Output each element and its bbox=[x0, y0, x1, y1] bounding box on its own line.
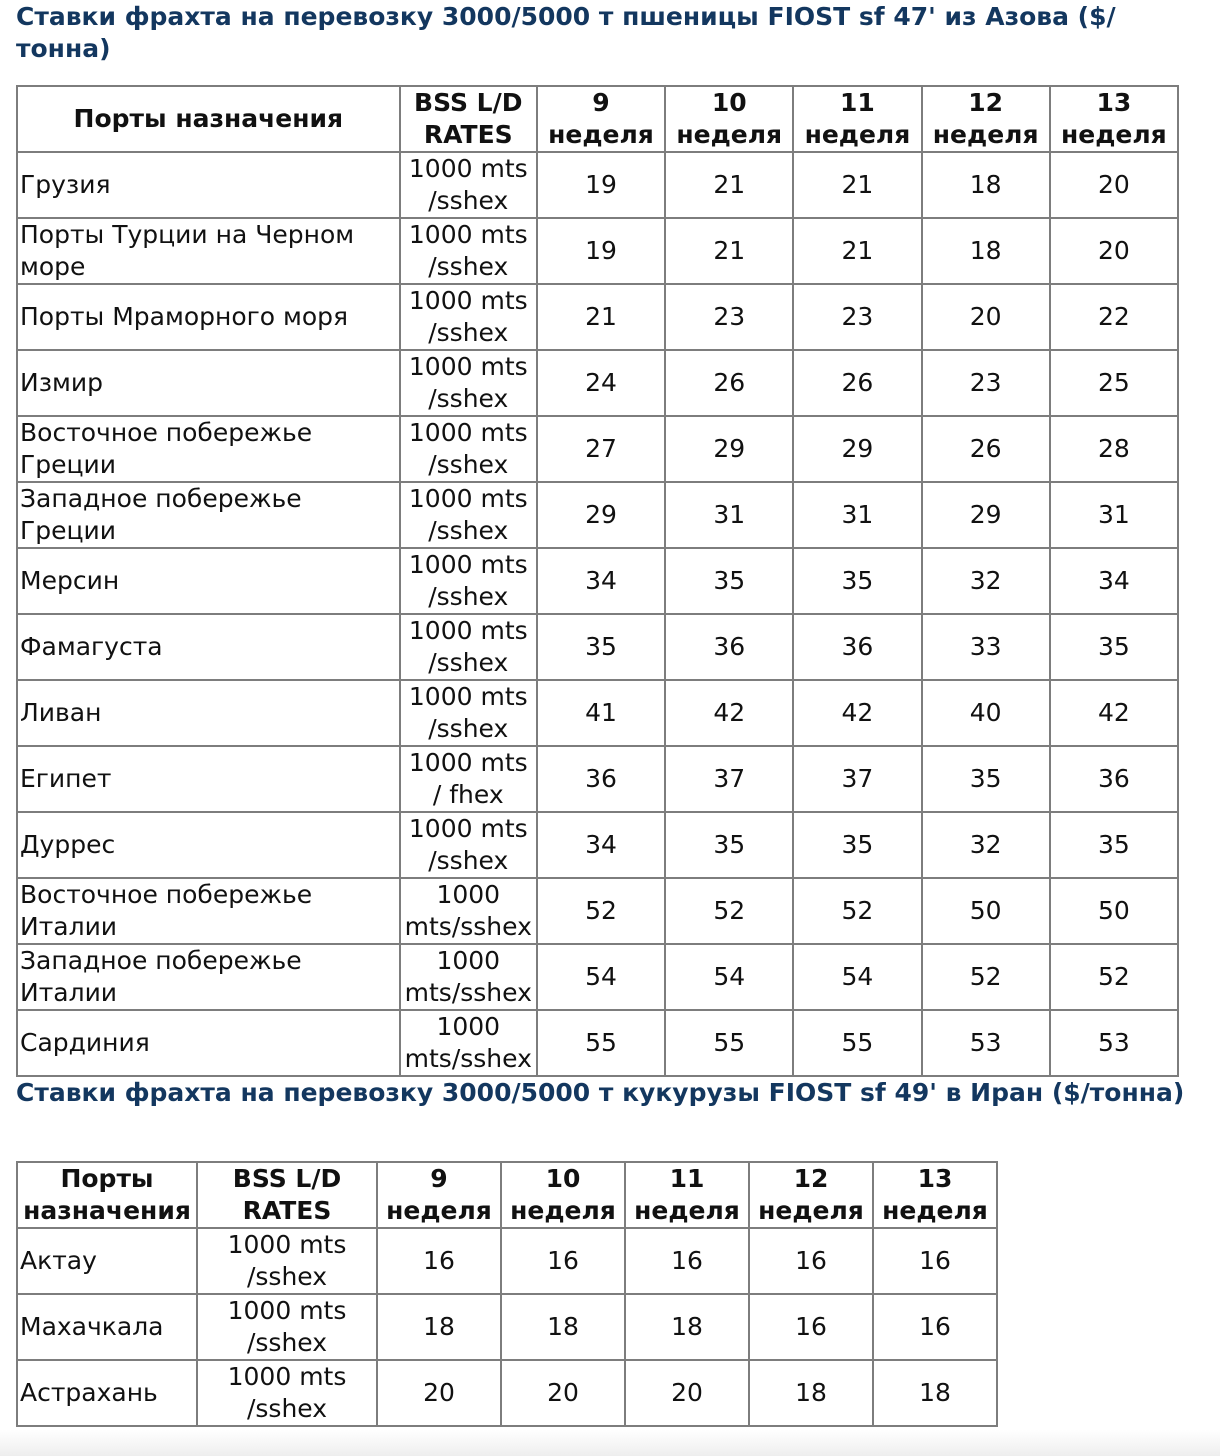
week-9-value: 52 bbox=[537, 878, 665, 944]
rate-terms-cell: 1000 mts/sshex bbox=[400, 878, 537, 944]
corn-freight-table bbox=[16, 1161, 998, 1427]
table-row bbox=[17, 152, 1178, 218]
week-13-value: 16 bbox=[873, 1294, 997, 1360]
rate-terms-cell: 1000 mts /sshex bbox=[400, 350, 537, 416]
rate-terms-cell: 1000 mts /sshex bbox=[400, 416, 537, 482]
week-10-value: 35 bbox=[665, 812, 793, 878]
rate-terms-cell: 1000 mts / fhex bbox=[400, 746, 537, 812]
rate-terms-cell: 1000 mts /sshex bbox=[400, 218, 537, 284]
col-header-week-13: 13 неделя bbox=[873, 1162, 997, 1228]
week-9-value: 36 bbox=[537, 746, 665, 812]
week-11-value: 36 bbox=[793, 614, 921, 680]
week-13-value: 18 bbox=[873, 1360, 997, 1426]
col-header-week-10: 10 неделя bbox=[665, 86, 793, 152]
week-11-value: 18 bbox=[625, 1294, 749, 1360]
col-header-week-13: 13 неделя bbox=[1050, 86, 1178, 152]
col-header-week-11: 11 неделя bbox=[625, 1162, 749, 1228]
rate-terms-cell: 1000 mts /sshex bbox=[400, 680, 537, 746]
rate-terms-cell: 1000 mts/sshex bbox=[400, 1010, 537, 1076]
week-9-value: 19 bbox=[537, 218, 665, 284]
col-header-week-12: 12 неделя bbox=[749, 1162, 873, 1228]
week-13-value: 31 bbox=[1050, 482, 1178, 548]
week-12-value: 32 bbox=[922, 812, 1050, 878]
table-row bbox=[17, 284, 1178, 350]
port-cell: Восточное побережье Греции bbox=[17, 416, 400, 482]
week-11-value: 26 bbox=[793, 350, 921, 416]
table-row bbox=[17, 680, 1178, 746]
week-10-value: 55 bbox=[665, 1010, 793, 1076]
week-13-value: 25 bbox=[1050, 350, 1178, 416]
week-10-value: 26 bbox=[665, 350, 793, 416]
corn-freight-title: Ставки фрахта на перевозку 3000/5000 т кукурузы FIOST sf 49' в Иран ($/тонна) bbox=[16, 1078, 1185, 1107]
week-12-value: 20 bbox=[922, 284, 1050, 350]
week-10-value: 35 bbox=[665, 548, 793, 614]
week-11-value: 37 bbox=[793, 746, 921, 812]
week-10-value: 37 bbox=[665, 746, 793, 812]
port-cell: Порты Мраморного моря bbox=[17, 284, 400, 350]
week-13-value: 35 bbox=[1050, 812, 1178, 878]
week-9-value: 35 bbox=[537, 614, 665, 680]
week-13-value: 20 bbox=[1050, 218, 1178, 284]
week-9-value: 19 bbox=[537, 152, 665, 218]
week-11-value: 31 bbox=[793, 482, 921, 548]
week-9-value: 16 bbox=[377, 1228, 501, 1294]
week-12-value: 18 bbox=[749, 1360, 873, 1426]
week-13-value: 52 bbox=[1050, 944, 1178, 1010]
col-header-week-12: 12 неделя bbox=[922, 86, 1050, 152]
table-header-row bbox=[17, 86, 1178, 152]
rate-terms-cell: 1000 mts /sshex bbox=[400, 482, 537, 548]
port-cell: Фамагуста bbox=[17, 614, 400, 680]
week-9-value: 41 bbox=[537, 680, 665, 746]
table-row bbox=[17, 1010, 1178, 1076]
week-9-value: 55 bbox=[537, 1010, 665, 1076]
port-cell: Порты Турции на Черном море bbox=[17, 218, 400, 284]
week-10-value: 54 bbox=[665, 944, 793, 1010]
col-header-week-10: 10 неделя bbox=[501, 1162, 625, 1228]
week-13-value: 50 bbox=[1050, 878, 1178, 944]
week-11-value: 42 bbox=[793, 680, 921, 746]
table-row bbox=[17, 746, 1178, 812]
week-11-value: 52 bbox=[793, 878, 921, 944]
table-row bbox=[17, 350, 1178, 416]
week-9-value: 18 bbox=[377, 1294, 501, 1360]
rate-terms-cell: 1000 mts /sshex bbox=[400, 284, 537, 350]
week-13-value: 42 bbox=[1050, 680, 1178, 746]
week-9-value: 34 bbox=[537, 548, 665, 614]
week-9-value: 21 bbox=[537, 284, 665, 350]
col-header-week-9: 9 неделя bbox=[377, 1162, 501, 1228]
week-12-value: 33 bbox=[922, 614, 1050, 680]
wheat-freight-table bbox=[16, 85, 1179, 1077]
week-10-value: 21 bbox=[665, 218, 793, 284]
week-11-value: 35 bbox=[793, 812, 921, 878]
port-cell: Ливан bbox=[17, 680, 400, 746]
port-cell: Измир bbox=[17, 350, 400, 416]
week-13-value: 53 bbox=[1050, 1010, 1178, 1076]
col-header-ports: Порты назначения bbox=[17, 1162, 197, 1228]
port-cell: Грузия bbox=[17, 152, 400, 218]
table-row bbox=[17, 1360, 997, 1426]
table-row bbox=[17, 416, 1178, 482]
week-10-value: 20 bbox=[501, 1360, 625, 1426]
col-header-rates: BSS L/D RATES bbox=[400, 86, 537, 152]
table-row bbox=[17, 218, 1178, 284]
table-row bbox=[17, 1294, 997, 1360]
week-10-value: 21 bbox=[665, 152, 793, 218]
week-13-value: 36 bbox=[1050, 746, 1178, 812]
week-11-value: 23 bbox=[793, 284, 921, 350]
week-12-value: 18 bbox=[922, 218, 1050, 284]
week-10-value: 23 bbox=[665, 284, 793, 350]
week-9-value: 34 bbox=[537, 812, 665, 878]
week-9-value: 20 bbox=[377, 1360, 501, 1426]
week-12-value: 32 bbox=[922, 548, 1050, 614]
week-10-value: 29 bbox=[665, 416, 793, 482]
week-10-value: 36 bbox=[665, 614, 793, 680]
rate-terms-cell: 1000 mts /sshex bbox=[197, 1294, 377, 1360]
week-13-value: 22 bbox=[1050, 284, 1178, 350]
week-11-value: 20 bbox=[625, 1360, 749, 1426]
week-11-value: 55 bbox=[793, 1010, 921, 1076]
col-header-week-9: 9 неделя bbox=[537, 86, 665, 152]
table-row bbox=[17, 878, 1178, 944]
col-header-rates: BSS L/D RATES bbox=[197, 1162, 377, 1228]
port-cell: Египет bbox=[17, 746, 400, 812]
col-header-ports: Порты назначения bbox=[17, 86, 400, 152]
week-13-value: 20 bbox=[1050, 152, 1178, 218]
port-cell: Западное побережье Италии bbox=[17, 944, 400, 1010]
rate-terms-cell: 1000 mts /sshex bbox=[400, 152, 537, 218]
week-10-value: 52 bbox=[665, 878, 793, 944]
week-12-value: 53 bbox=[922, 1010, 1050, 1076]
week-11-value: 16 bbox=[625, 1228, 749, 1294]
week-12-value: 50 bbox=[922, 878, 1050, 944]
week-11-value: 54 bbox=[793, 944, 921, 1010]
week-12-value: 40 bbox=[922, 680, 1050, 746]
rate-terms-cell: 1000 mts /sshex bbox=[197, 1360, 377, 1426]
port-cell: Мерсин bbox=[17, 548, 400, 614]
table-row bbox=[17, 1228, 997, 1294]
rate-terms-cell: 1000 mts /sshex bbox=[400, 812, 537, 878]
week-11-value: 29 bbox=[793, 416, 921, 482]
week-10-value: 42 bbox=[665, 680, 793, 746]
port-cell: Сардиния bbox=[17, 1010, 400, 1076]
table-header-row bbox=[17, 1162, 997, 1228]
week-10-value: 31 bbox=[665, 482, 793, 548]
wheat-freight-title: Ставки фрахта на перевозку 3000/5000 т пшеницы FIOST sf 47' из Азова ($/тонна) bbox=[16, 2, 1116, 63]
week-11-value: 21 bbox=[793, 218, 921, 284]
table-row bbox=[17, 944, 1178, 1010]
week-9-value: 29 bbox=[537, 482, 665, 548]
col-header-week-11: 11 неделя bbox=[793, 86, 921, 152]
week-12-value: 18 bbox=[922, 152, 1050, 218]
port-cell: Актау bbox=[17, 1228, 197, 1294]
week-13-value: 34 bbox=[1050, 548, 1178, 614]
rate-terms-cell: 1000 mts /sshex bbox=[400, 614, 537, 680]
week-12-value: 23 bbox=[922, 350, 1050, 416]
table-row bbox=[17, 548, 1178, 614]
week-10-value: 16 bbox=[501, 1228, 625, 1294]
week-9-value: 24 bbox=[537, 350, 665, 416]
week-12-value: 16 bbox=[749, 1294, 873, 1360]
week-13-value: 35 bbox=[1050, 614, 1178, 680]
port-cell: Восточное побережье Италии bbox=[17, 878, 400, 944]
table-row bbox=[17, 614, 1178, 680]
week-13-value: 16 bbox=[873, 1228, 997, 1294]
week-12-value: 52 bbox=[922, 944, 1050, 1010]
table-row bbox=[17, 482, 1178, 548]
rate-terms-cell: 1000 mts /sshex bbox=[197, 1228, 377, 1294]
port-cell: Западное побережье Греции bbox=[17, 482, 400, 548]
week-12-value: 26 bbox=[922, 416, 1050, 482]
port-cell: Дуррес bbox=[17, 812, 400, 878]
week-12-value: 16 bbox=[749, 1228, 873, 1294]
week-9-value: 54 bbox=[537, 944, 665, 1010]
week-12-value: 29 bbox=[922, 482, 1050, 548]
week-10-value: 18 bbox=[501, 1294, 625, 1360]
week-9-value: 27 bbox=[537, 416, 665, 482]
week-13-value: 28 bbox=[1050, 416, 1178, 482]
port-cell: Махачкала bbox=[17, 1294, 197, 1360]
table-row bbox=[17, 812, 1178, 878]
week-12-value: 35 bbox=[922, 746, 1050, 812]
port-cell: Астрахань bbox=[17, 1360, 197, 1426]
rate-terms-cell: 1000 mts /sshex bbox=[400, 548, 537, 614]
week-11-value: 21 bbox=[793, 152, 921, 218]
rate-terms-cell: 1000 mts/sshex bbox=[400, 944, 537, 1010]
week-11-value: 35 bbox=[793, 548, 921, 614]
